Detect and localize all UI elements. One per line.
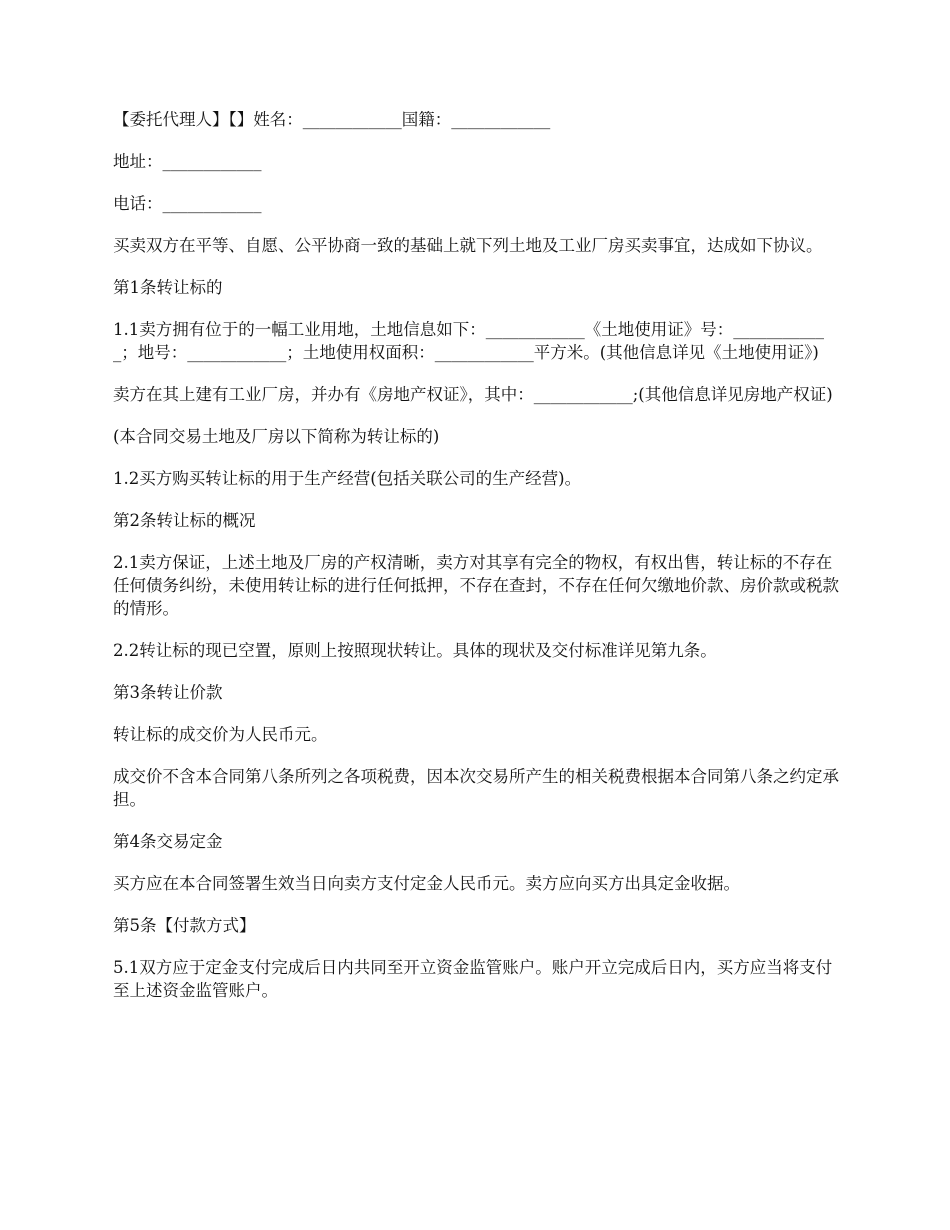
clause-2-1: 2.1卖方保证，上述土地及厂房的产权清晰，卖方对其享有完全的物权，有权出售，转让标的不存在任何债务纠纷，未使用转让标的进行任何抵押，不存在查封，不存在任何欠缴地价款、房价款或税款的情形。	[113, 553, 839, 618]
definition-note: (本合同交易土地及厂房以下简称为转让标的)	[113, 427, 440, 446]
agent-name-nationality-line: 【委托代理人】【】姓名：____________国籍：____________	[113, 110, 551, 129]
article-3-heading: 第3条转让价款	[113, 683, 223, 702]
clause-1-2: 1.2买方购买转让标的用于生产经营(包括关联公司的生产经营)。	[113, 469, 582, 488]
clause-2-2: 2.2转让标的现已空置，原则上按照现状转让。具体的现状及交付标准详见第九条。	[113, 641, 717, 660]
clause-1-1: 1.1卖方拥有位于的一幅工业用地，土地信息如下：____________《土地使用证》号：____________；地号：____________；土地使用权面积：____________平方米。(其他信息详见《土地使用证》)	[113, 320, 824, 362]
article-1-heading: 第1条转让标的	[113, 278, 223, 297]
article-2-heading: 第2条转让标的概况	[113, 511, 256, 530]
deposit-paragraph: 买方应在本合同签署生效当日向卖方支付定金人民币元。卖方应向买方出具定金收据。	[113, 874, 740, 893]
tax-paragraph: 成交价不含本合同第八条所列之各项税费，因本次交易所产生的相关税费根据本合同第八条之约定承担。	[113, 767, 839, 809]
price-paragraph: 转让标的成交价为人民币元。	[113, 725, 328, 744]
contract-page	[113, 108, 843, 1021]
factory-building-paragraph: 卖方在其上建有工业厂房，并办有《房地产权证》，其中：____________;(其他信息详见房地产权证)	[113, 385, 833, 404]
preamble-paragraph: 买卖双方在平等、自愿、公平协商一致的基础上就下列土地及工业厂房买卖事宜，达成如下协议。	[113, 236, 823, 255]
article-4-heading: 第4条交易定金	[113, 832, 223, 851]
phone-line: 电话：____________	[113, 194, 262, 213]
article-5-heading: 第5条【付款方式】	[113, 916, 256, 935]
clause-5-1: 5.1双方应于定金支付完成后日内共同至开立资金监管账户。账户开立完成后日内，买方应当将支付至上述资金监管账户。	[113, 958, 833, 1000]
address-line: 地址：____________	[113, 152, 262, 171]
